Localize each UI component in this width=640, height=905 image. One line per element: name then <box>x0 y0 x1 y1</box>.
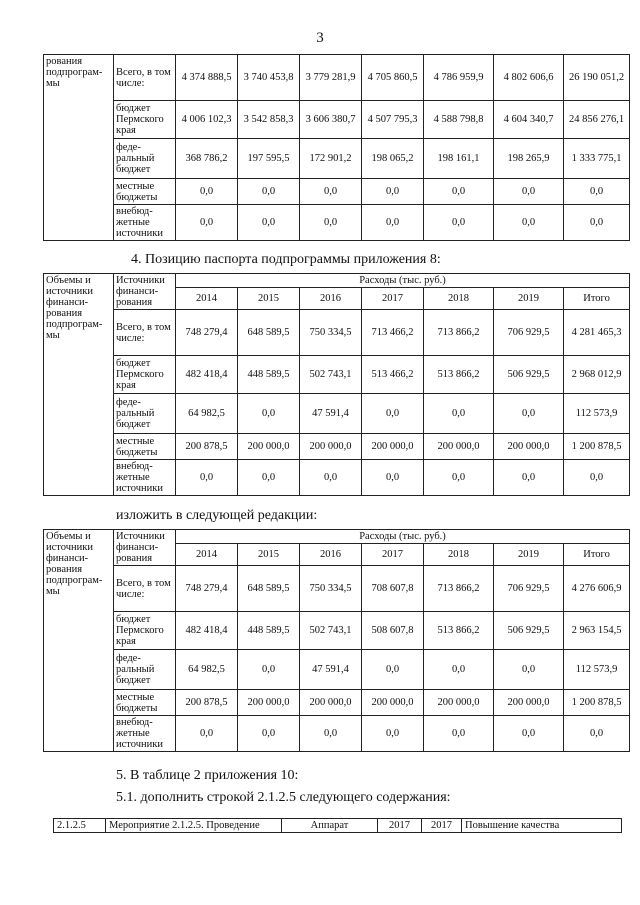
value-cell: 26 190 051,2 <box>564 55 630 101</box>
value-cell: 0,0 <box>176 460 238 496</box>
year-column-header: 2016 <box>300 544 362 566</box>
value-cell: 4 604 340,7 <box>494 101 564 139</box>
value-cell: 0,0 <box>362 716 424 752</box>
value-cell: 706 929,5 <box>494 310 564 356</box>
value-cell: 706 929,5 <box>494 566 564 612</box>
value-cell: 0,0 <box>494 179 564 205</box>
year-column-header: 2015 <box>238 544 300 566</box>
activity-cell: 2017 <box>378 819 422 833</box>
year-column-header: 2019 <box>494 288 564 310</box>
value-cell: 24 856 276,1 <box>564 101 630 139</box>
activity-cell: 2017 <box>422 819 462 833</box>
value-cell: 3 779 281,9 <box>300 55 362 101</box>
sources-header: Источники финанси-рования <box>114 274 176 310</box>
value-cell: 200 000,0 <box>494 690 564 716</box>
value-cell: 0,0 <box>424 394 494 434</box>
table-row <box>44 101 630 139</box>
source-cell: внебюд-жетные источники <box>114 205 176 241</box>
table-row <box>44 566 630 612</box>
value-cell: 482 418,4 <box>176 612 238 650</box>
value-cell: 448 589,5 <box>238 612 300 650</box>
year-column-header: 2017 <box>362 544 424 566</box>
value-cell: 713 866,2 <box>424 566 494 612</box>
value-cell: 0,0 <box>176 205 238 241</box>
value-cell: 1 200 878,5 <box>564 434 630 460</box>
value-cell: 0,0 <box>564 460 630 496</box>
value-cell: 200 000,0 <box>300 434 362 460</box>
table-row <box>44 690 630 716</box>
header-row <box>44 530 630 544</box>
value-cell: 3 606 380,7 <box>300 101 362 139</box>
source-cell: Всего, в том числе: <box>114 566 176 612</box>
source-cell: Всего, в том числе: <box>114 55 176 101</box>
year-column-header: Итого <box>564 288 630 310</box>
year-column-header: 2018 <box>424 544 494 566</box>
value-cell: 513 466,2 <box>362 356 424 394</box>
value-cell: 0,0 <box>424 716 494 752</box>
value-cell: 172 901,2 <box>300 139 362 179</box>
value-cell: 2 963 154,5 <box>564 612 630 650</box>
value-cell: 0,0 <box>238 394 300 434</box>
source-cell: феде-ральный бюджет <box>114 139 176 179</box>
row-group-label: Объемы и источники финанси-рования подпрограм-мы <box>44 274 114 496</box>
value-cell: 0,0 <box>564 205 630 241</box>
value-cell: 0,0 <box>494 205 564 241</box>
value-cell: 0,0 <box>564 716 630 752</box>
table-row <box>44 612 630 650</box>
value-cell: 502 743,1 <box>300 612 362 650</box>
value-cell: 0,0 <box>424 179 494 205</box>
value-cell: 4 507 795,3 <box>362 101 424 139</box>
source-cell: внебюд-жетные источники <box>114 716 176 752</box>
table-row <box>44 460 630 496</box>
value-cell: 0,0 <box>362 179 424 205</box>
value-cell: 112 573,9 <box>564 394 630 434</box>
value-cell: 508 607,8 <box>362 612 424 650</box>
value-cell: 0,0 <box>564 179 630 205</box>
value-cell: 200 000,0 <box>424 690 494 716</box>
value-cell: 0,0 <box>300 179 362 205</box>
table-row <box>44 139 630 179</box>
value-cell: 198 161,1 <box>424 139 494 179</box>
value-cell: 648 589,5 <box>238 310 300 356</box>
value-cell: 4 802 606,6 <box>494 55 564 101</box>
value-cell: 513 866,2 <box>424 612 494 650</box>
value-cell: 1 200 878,5 <box>564 690 630 716</box>
value-cell: 448 589,5 <box>238 356 300 394</box>
year-column-header: 2017 <box>362 288 424 310</box>
source-cell: местные бюджеты <box>114 179 176 205</box>
table-row <box>44 716 630 752</box>
value-cell: 0,0 <box>494 394 564 434</box>
value-cell: 200 000,0 <box>362 690 424 716</box>
year-column-header: 2016 <box>300 288 362 310</box>
value-cell: 2 968 012,9 <box>564 356 630 394</box>
source-cell: феде-ральный бюджет <box>114 394 176 434</box>
year-column-header: 2018 <box>424 288 494 310</box>
value-cell: 502 743,1 <box>300 356 362 394</box>
value-cell: 0,0 <box>238 460 300 496</box>
table-row <box>44 434 630 460</box>
value-cell: 748 279,4 <box>176 566 238 612</box>
value-cell: 47 591,4 <box>300 650 362 690</box>
value-cell: 4 786 959,9 <box>424 55 494 101</box>
value-cell: 0,0 <box>238 716 300 752</box>
source-cell: бюджет Пермского края <box>114 356 176 394</box>
value-cell: 0,0 <box>424 205 494 241</box>
value-cell: 200 000,0 <box>494 434 564 460</box>
value-cell: 713 866,2 <box>424 310 494 356</box>
value-cell: 708 607,8 <box>362 566 424 612</box>
value-cell: 0,0 <box>494 650 564 690</box>
source-cell: бюджет Пермского края <box>114 101 176 139</box>
table-row <box>44 356 630 394</box>
value-cell: 750 334,5 <box>300 310 362 356</box>
value-cell: 513 866,2 <box>424 356 494 394</box>
funding-table-new <box>43 529 630 752</box>
value-cell: 0,0 <box>238 179 300 205</box>
value-cell: 64 982,5 <box>176 394 238 434</box>
value-cell: 3 542 858,3 <box>238 101 300 139</box>
value-cell: 368 786,2 <box>176 139 238 179</box>
source-cell: Всего, в том числе: <box>114 310 176 356</box>
activity-row-table <box>53 818 622 833</box>
value-cell: 4 588 798,8 <box>424 101 494 139</box>
value-cell: 0,0 <box>300 460 362 496</box>
header-row <box>44 274 630 288</box>
table-row <box>44 310 630 356</box>
value-cell: 200 000,0 <box>238 434 300 460</box>
source-cell: бюджет Пермского края <box>114 612 176 650</box>
value-cell: 47 591,4 <box>300 394 362 434</box>
activity-cell: 2.1.2.5 <box>54 819 106 833</box>
value-cell: 0,0 <box>362 394 424 434</box>
value-cell: 1 333 775,1 <box>564 139 630 179</box>
value-cell: 0,0 <box>362 650 424 690</box>
value-cell: 200 878,5 <box>176 690 238 716</box>
table-row <box>44 650 630 690</box>
activity-cell: Повышение качества <box>462 819 622 833</box>
value-cell: 198 065,2 <box>362 139 424 179</box>
sources-header: Источники финанси-рования <box>114 530 176 566</box>
expenses-header: Расходы (тыс. руб.) <box>176 530 630 544</box>
value-cell: 0,0 <box>300 716 362 752</box>
funding-table-old <box>43 273 630 496</box>
value-cell: 0,0 <box>176 716 238 752</box>
value-cell: 0,0 <box>176 179 238 205</box>
value-cell: 4 006 102,3 <box>176 101 238 139</box>
source-cell: феде-ральный бюджет <box>114 650 176 690</box>
value-cell: 0,0 <box>424 460 494 496</box>
value-cell: 4 374 888,5 <box>176 55 238 101</box>
funding-table-continued <box>43 54 630 241</box>
value-cell: 200 000,0 <box>362 434 424 460</box>
value-cell: 198 265,9 <box>494 139 564 179</box>
year-column-header: 2014 <box>176 544 238 566</box>
value-cell: 112 573,9 <box>564 650 630 690</box>
row-group-label: Объемы и источники финанси-рования подпрограм-мы <box>44 530 114 752</box>
value-cell: 748 279,4 <box>176 310 238 356</box>
row-group-label: рования подпрограм-мы <box>44 55 114 241</box>
year-column-header: 2019 <box>494 544 564 566</box>
activity-cell: Мероприятие 2.1.2.5. Проведение <box>106 819 282 833</box>
value-cell: 0,0 <box>494 716 564 752</box>
value-cell: 0,0 <box>362 460 424 496</box>
activity-cell: Аппарат <box>282 819 378 833</box>
value-cell: 0,0 <box>300 205 362 241</box>
expenses-header: Расходы (тыс. руб.) <box>176 274 630 288</box>
value-cell: 0,0 <box>238 650 300 690</box>
value-cell: 197 595,5 <box>238 139 300 179</box>
table-row <box>44 55 630 101</box>
value-cell: 482 418,4 <box>176 356 238 394</box>
source-cell: внебюд-жетные источники <box>114 460 176 496</box>
year-column-header: 2014 <box>176 288 238 310</box>
value-cell: 200 000,0 <box>424 434 494 460</box>
value-cell: 648 589,5 <box>238 566 300 612</box>
table-row <box>44 205 630 241</box>
paragraph-5: 5. В таблице 2 приложения 10: <box>116 768 299 783</box>
value-cell: 4 276 606,9 <box>564 566 630 612</box>
value-cell: 64 982,5 <box>176 650 238 690</box>
source-cell: местные бюджеты <box>114 690 176 716</box>
value-cell: 4 705 860,5 <box>362 55 424 101</box>
value-cell: 0,0 <box>362 205 424 241</box>
paragraph-edit: изложить в следующей редакции: <box>116 508 318 523</box>
table-row <box>44 394 630 434</box>
source-cell: местные бюджеты <box>114 434 176 460</box>
value-cell: 200 878,5 <box>176 434 238 460</box>
table-row <box>44 179 630 205</box>
value-cell: 200 000,0 <box>300 690 362 716</box>
paragraph-5-1: 5.1. дополнить строкой 2.1.2.5 следующего содержания: <box>116 790 451 805</box>
value-cell: 0,0 <box>238 205 300 241</box>
value-cell: 0,0 <box>494 460 564 496</box>
value-cell: 713 466,2 <box>362 310 424 356</box>
value-cell: 506 929,5 <box>494 356 564 394</box>
year-column-header: 2015 <box>238 288 300 310</box>
value-cell: 200 000,0 <box>238 690 300 716</box>
paragraph-4: 4. Позицию паспорта подпрограммы приложения 8: <box>131 252 441 267</box>
value-cell: 3 740 453,8 <box>238 55 300 101</box>
year-column-header: Итого <box>564 544 630 566</box>
value-cell: 506 929,5 <box>494 612 564 650</box>
value-cell: 4 281 465,3 <box>564 310 630 356</box>
page-number: 3 <box>316 30 324 46</box>
value-cell: 750 334,5 <box>300 566 362 612</box>
value-cell: 0,0 <box>424 650 494 690</box>
